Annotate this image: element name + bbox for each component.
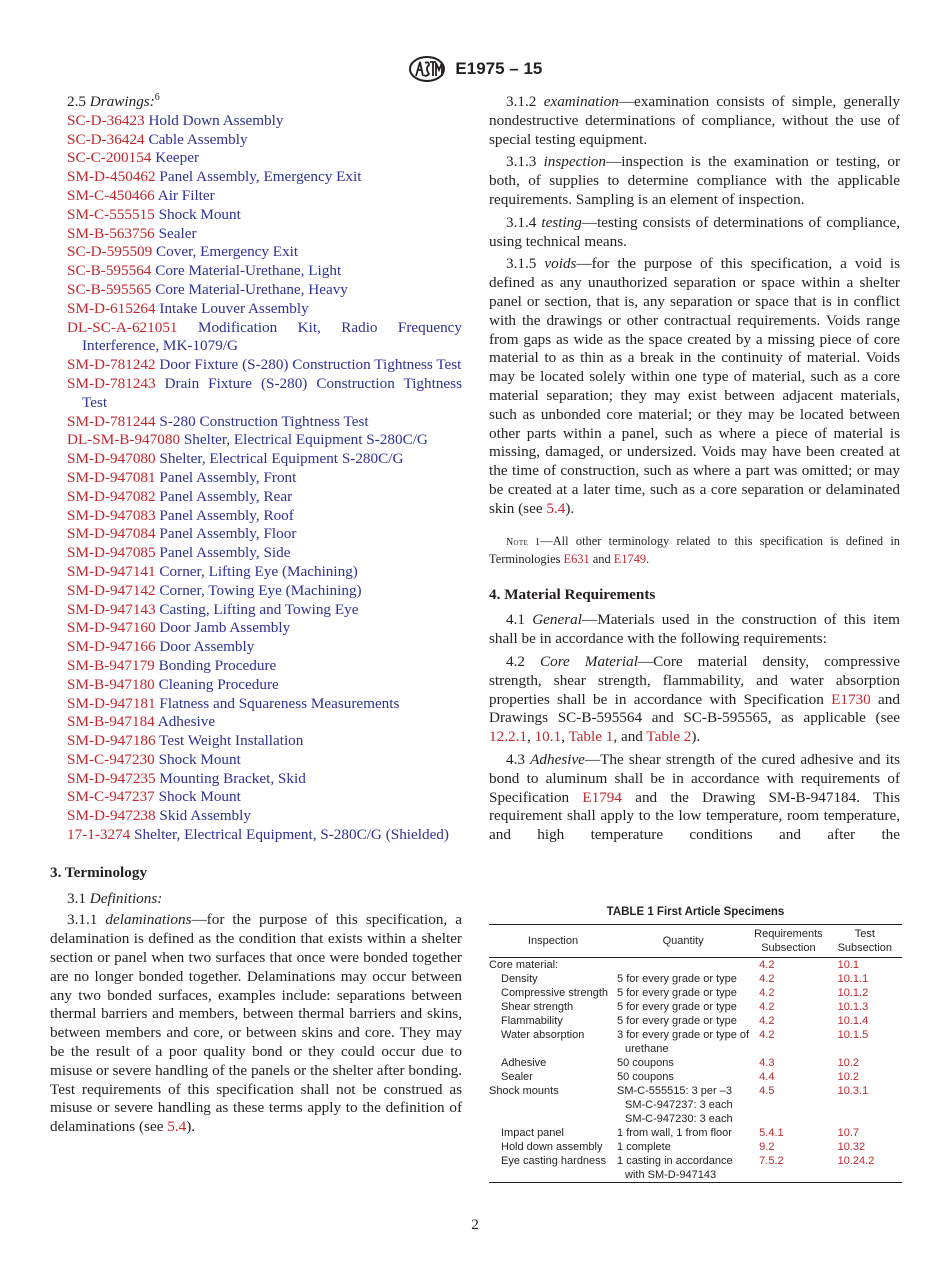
defined-term: Core Material — [539, 652, 638, 670]
body-text: —inspection is the examination or testing, or both, of supplies to determine compliance with the applicable requirements. Sampling is an element of inspection. — [489, 153, 901, 208]
drawing-code[interactable]: DL-SM-B-947080 — [67, 431, 181, 449]
body-text: and Drawings SC-B-595564 and SC-B-595565, as applicable (see — [489, 690, 900, 727]
drawing-title: Panel Assembly, Front — [159, 468, 297, 486]
paragraph — [489, 153, 900, 209]
requirements-subsection-link[interactable]: 4.2 — [759, 987, 775, 999]
body-text: 4.3 — [506, 750, 531, 768]
drawing-list-item — [67, 676, 462, 695]
drawing-title: Cover, Emergency Exit — [156, 243, 299, 261]
paragraph — [489, 93, 900, 149]
drawing-list-item — [67, 713, 462, 732]
drawing-title: Panel Assembly, Floor — [159, 525, 297, 543]
body-text: 3.1.3 — [506, 153, 544, 171]
drawing-code[interactable]: SM-D-781244 — [67, 412, 156, 430]
requirements-subsection-link[interactable]: 4.2 — [759, 959, 775, 971]
page-header — [0, 56, 950, 82]
quantity-cell: SM-C-555515: 3 per –3 SM-C-947237: 3 each SM-C-947230: 3 each — [617, 1085, 733, 1125]
drawing-title: Sealer — [158, 224, 197, 242]
defined-term: testing — [541, 213, 582, 231]
body-text: —All other terminology related to this specification is defined in Terminologies — [489, 533, 900, 566]
body-text: ). — [691, 728, 701, 746]
cross-reference-link[interactable]: E631 — [563, 551, 590, 566]
drawing-title: Panel Assembly, Side — [159, 544, 291, 562]
drawing-code[interactable]: SC-D-36424 — [67, 130, 145, 148]
cross-reference-link[interactable]: 12.2.1 — [489, 728, 527, 746]
table-row — [489, 972, 902, 986]
drawing-title: Air Filter — [157, 186, 215, 204]
body-text: 4.1 — [506, 611, 533, 629]
inspection-cell: Compressive strength — [501, 987, 608, 999]
drawing-code[interactable]: SM-D-947141 — [67, 562, 156, 580]
drawing-title: Flatness and Squareness Measurements — [159, 694, 400, 712]
drawing-list-item — [67, 788, 462, 807]
drawing-title: Bonding Procedure — [158, 656, 277, 674]
drawing-code[interactable]: SM-D-947142 — [67, 581, 156, 599]
drawing-title: Door Assembly — [159, 638, 255, 656]
drawing-title: Door Jamb Assembly — [159, 619, 291, 637]
drawing-title: Corner, Lifting Eye (Machining) — [159, 562, 358, 580]
drawing-list-item — [67, 281, 462, 300]
drawing-code[interactable]: SM-C-947230 — [67, 750, 155, 768]
drawing-code[interactable]: SC-B-595564 — [67, 262, 152, 280]
requirements-subsection-link[interactable]: 4.4 — [759, 1071, 775, 1083]
drawing-list-item — [67, 187, 462, 206]
drawing-list-item — [67, 544, 462, 563]
drawing-code[interactable]: SM-D-450462 — [67, 168, 156, 186]
body-text: —testing consists of determinations of compliance, using technical means. — [489, 213, 900, 250]
drawing-code[interactable]: SM-C-947237 — [67, 788, 155, 806]
requirements-subsection-link[interactable]: 4.5 — [759, 1085, 775, 1097]
table-row — [489, 1154, 902, 1183]
body-text: —Materials used in the construction of this item shall be in accordance with the following requirements: — [489, 611, 900, 648]
drawing-code[interactable]: SM-D-947186 — [67, 732, 156, 750]
drawing-title: Corner, Towing Eye (Machining) — [159, 581, 362, 599]
cross-reference-link[interactable]: Table 1 — [568, 728, 614, 746]
drawing-code[interactable]: SM-D-947081 — [67, 468, 156, 486]
requirements-subsection-link[interactable]: 4.2 — [759, 973, 775, 985]
section-3-heading: 3. Terminology — [50, 863, 148, 881]
quantity-cell: 1 from wall, 1 from floor — [617, 1127, 732, 1139]
body-text: 4.2 — [506, 652, 540, 670]
table-row — [489, 1000, 902, 1014]
body-text: 3.1.4 — [506, 213, 542, 231]
inspection-cell: Impact panel — [501, 1127, 564, 1139]
drawing-list-item — [67, 131, 462, 150]
body-text: ). — [186, 1118, 196, 1136]
section-number: 2.5 — [67, 93, 86, 110]
inspection-cell: Flammability — [501, 1015, 563, 1027]
inspection-cell: Shock mounts — [489, 1085, 559, 1097]
drawing-code[interactable]: SM-D-947166 — [67, 638, 156, 656]
cross-reference-link[interactable]: E1730 — [831, 690, 871, 708]
body-text: 3.1.1 — [67, 911, 106, 929]
drawing-title: Drain Fixture (S-280) Construction Tightness Test — [82, 374, 462, 411]
drawing-title: Shelter, Electrical Equipment S-280C/G — [159, 450, 404, 468]
table-1 — [489, 905, 902, 1183]
test-subsection-link[interactable]: 10.1 — [837, 959, 860, 971]
cross-reference-link[interactable]: 5.4 — [546, 499, 566, 517]
drawing-code[interactable]: SM-D-947181 — [67, 694, 156, 712]
drawing-title: Mounting Bracket, Skid — [159, 769, 306, 787]
body-text: and — [589, 551, 614, 566]
left-column — [50, 93, 462, 1141]
drawing-code[interactable]: SM-D-947143 — [67, 600, 156, 618]
quantity-cell: 50 coupons — [617, 1071, 674, 1083]
table-header-row — [489, 925, 902, 958]
drawing-list-item — [67, 375, 462, 413]
inspection-cell: Eye casting hardness — [501, 1155, 607, 1167]
requirements-subsection-link[interactable]: 5.4.1 — [759, 1127, 784, 1139]
column-header: Inspection — [527, 935, 579, 947]
drawing-list-item — [67, 300, 462, 319]
defined-term: delaminations — [105, 911, 192, 929]
drawing-list-item — [67, 826, 462, 845]
section-label: Definitions: — [89, 889, 163, 907]
drawing-list-item — [67, 657, 462, 676]
drawing-list-item — [67, 206, 462, 225]
note-1 — [489, 533, 900, 567]
drawing-list-item — [67, 469, 462, 488]
test-subsection-link[interactable]: 10.24.2 — [837, 1155, 875, 1167]
table-row — [489, 1070, 902, 1084]
cross-reference-link[interactable]: Table 2 — [646, 728, 692, 746]
drawing-code[interactable]: SM-B-947184 — [67, 713, 155, 731]
requirements-subsection-link[interactable]: 4.2 — [759, 1029, 775, 1041]
drawing-title: Shock Mount — [158, 750, 241, 768]
drawing-list-item — [67, 695, 462, 714]
drawing-list-item — [67, 563, 462, 582]
drawing-title: Panel Assembly, Rear — [159, 487, 293, 505]
cross-reference-link[interactable]: E1749 — [613, 551, 647, 566]
drawing-list-item — [67, 168, 462, 187]
test-subsection-link[interactable]: 10.1.3 — [837, 1001, 869, 1013]
drawing-code[interactable]: SM-D-947238 — [67, 807, 156, 825]
drawing-list-item — [67, 507, 462, 526]
cross-reference-link[interactable]: E1794 — [582, 788, 622, 806]
drawing-code[interactable]: SM-C-450466 — [67, 186, 155, 204]
drawing-list-item — [67, 601, 462, 620]
body-text: . — [646, 551, 650, 566]
test-subsection-link[interactable]: 10.2 — [837, 1071, 860, 1083]
drawing-list-item — [67, 807, 462, 826]
test-subsection-link[interactable]: 10.1.4 — [837, 1015, 869, 1027]
defined-term: General — [532, 611, 582, 629]
body-text: 3.1.2 — [506, 93, 544, 110]
drawing-title: S-280 Construction Tightness Test — [159, 412, 369, 430]
table-row — [489, 1028, 902, 1056]
page-number: 2 — [471, 1216, 479, 1233]
drawing-code[interactable]: SM-B-947179 — [67, 656, 155, 674]
drawing-title: Shelter, Electrical Equipment, S-280C/G (Shielded) — [134, 826, 449, 844]
drawing-title: Shelter, Electrical Equipment S-280C/G — [183, 431, 428, 449]
drawing-code[interactable]: SM-D-947080 — [67, 450, 156, 468]
footnote-marker: 6 — [154, 91, 160, 103]
column-header: Requirements Subsection — [754, 928, 823, 954]
quantity-cell: 50 coupons — [617, 1057, 674, 1069]
drawing-title: Shock Mount — [158, 205, 241, 223]
paragraph — [489, 611, 900, 649]
drawing-code[interactable]: SM-D-615264 — [67, 299, 156, 317]
test-subsection-link[interactable]: 10.2 — [837, 1057, 860, 1069]
cross-reference-link[interactable]: 10.1 — [534, 728, 562, 746]
body-text: , — [561, 728, 569, 746]
body-text: ). — [565, 499, 575, 517]
inspection-cell: Adhesive — [501, 1057, 547, 1069]
drawing-list-item — [67, 149, 462, 168]
test-subsection-link[interactable]: 10.1.1 — [837, 973, 869, 985]
cross-reference-link[interactable]: 5.4 — [167, 1118, 187, 1136]
drawing-code[interactable]: SM-D-947085 — [67, 544, 156, 562]
drawing-list-item — [67, 638, 462, 657]
inspection-cell: Sealer — [501, 1071, 533, 1083]
note-label: Note 1 — [506, 536, 541, 548]
drawing-title: Panel Assembly, Emergency Exit — [159, 168, 362, 186]
quantity-cell — [617, 958, 749, 973]
drawing-code[interactable]: SC-D-595509 — [67, 243, 153, 261]
section-number: 3.1 — [67, 889, 86, 907]
first-article-specimens-table — [489, 924, 902, 1183]
test-subsection-link[interactable]: 10.32 — [837, 1141, 866, 1153]
section-label: Drawings: — [89, 93, 155, 110]
inspection-cell: Hold down assembly — [501, 1141, 603, 1153]
requirements-subsection-link[interactable]: 9.2 — [759, 1141, 775, 1153]
drawing-title: Shock Mount — [158, 788, 241, 806]
drawing-list-item — [67, 319, 462, 357]
quantity-cell: 1 casting in accordance with SM-D-947143 — [617, 1155, 733, 1181]
drawing-code[interactable]: 17-1-3274 — [67, 826, 131, 844]
standard-designation: E1975 – 15 — [455, 58, 543, 78]
defined-term: voids — [544, 255, 577, 273]
drawing-code[interactable]: SM-D-947235 — [67, 769, 156, 787]
body-text: 3.1.5 — [506, 255, 545, 273]
requirements-subsection-link[interactable]: 4.3 — [759, 1057, 775, 1069]
drawing-title: Modification Kit, Radio Frequency Interference, MK-1079/G — [82, 318, 463, 355]
table-row — [489, 1084, 902, 1126]
drawing-title: Core Material-Urethane, Heavy — [155, 280, 348, 298]
quantity-cell: 1 complete — [617, 1141, 671, 1153]
paragraph — [489, 751, 900, 845]
drawing-title: Intake Louver Assembly — [159, 299, 309, 317]
column-header: Test Subsection — [837, 928, 893, 954]
drawing-list-item — [67, 751, 462, 770]
drawing-code[interactable]: SM-D-781242 — [67, 356, 156, 374]
paragraph — [489, 255, 900, 518]
drawing-code[interactable]: SM-B-947180 — [67, 675, 155, 693]
inspection-cell: Shear strength — [501, 1001, 574, 1013]
paragraph — [489, 214, 900, 252]
material-requirements-paragraphs — [489, 611, 900, 845]
paragraph — [50, 911, 462, 1137]
drawing-title: Cable Assembly — [148, 130, 248, 148]
drawing-code[interactable]: SC-D-36423 — [67, 111, 145, 129]
drawing-list-item — [67, 732, 462, 751]
body-text: —for the purpose of this specification, a void is defined as any unauthorized separation or space within a shelter panel or section, that is, any separation or space that is in conflict with the drawings or other contractual requirements. Voids range from gaps as wide as the space created by a missing piece of core material to as thin as a break in the continuity of material. Voids may be located solely within one type of material, such as a core material separation; they may exist between adjacent materials, such as unbonded core material; or they may be located between other parts within a panel, such as where a piece of material is missing, damaged, or undersized. Voids may have been created at the time of construction, such as where a part was omitted; or may be created at a later time, such as a core separation or delaminated skin (see — [489, 255, 901, 517]
body-text: , and — [613, 728, 647, 746]
drawing-list-item — [67, 356, 462, 375]
body-text: —examination consists of simple, generally nondestructive determinations of compliance, without the use of special testing equipment. — [489, 93, 901, 148]
drawing-list-item — [67, 262, 462, 281]
definitions-heading — [50, 890, 462, 909]
drawing-title: Hold Down Assembly — [148, 111, 284, 129]
quantity-cell: 3 for every grade or type of urethane — [617, 1029, 750, 1055]
quantity-cell: 5 for every grade or type — [617, 1015, 737, 1027]
drawing-code[interactable]: SM-D-947082 — [67, 487, 156, 505]
defined-term: inspection — [543, 153, 606, 171]
drawing-title: Core Material-Urethane, Light — [155, 262, 342, 280]
drawings-heading — [50, 93, 462, 112]
table-row — [489, 1056, 902, 1070]
body-text: —The shear strength of the cured adhesive and its bond to aluminum shall be in accordance with requirements of Specification — [489, 750, 900, 806]
left-paragraphs — [50, 911, 462, 1137]
table-row — [489, 958, 902, 973]
drawing-code[interactable]: SM-D-947083 — [67, 506, 156, 524]
table-title: TABLE 1 First Article Specimens — [606, 906, 785, 918]
test-subsection-link[interactable]: 10.1.5 — [837, 1029, 869, 1041]
right-column — [489, 93, 900, 849]
requirements-subsection-link[interactable]: 4.2 — [759, 1001, 775, 1013]
drawing-code[interactable]: SC-C-200154 — [67, 149, 152, 167]
quantity-cell: 5 for every grade or type — [617, 987, 737, 999]
drawing-code[interactable]: SM-B-563756 — [67, 224, 155, 242]
drawing-code[interactable]: SC-B-595565 — [67, 280, 152, 298]
table-row — [489, 1014, 902, 1028]
astm-logo-icon — [408, 56, 446, 82]
drawing-list-item — [67, 770, 462, 789]
defined-term: Adhesive — [530, 750, 585, 768]
drawing-title: Keeper — [155, 149, 200, 167]
inspection-cell: Core material: — [489, 959, 559, 971]
drawing-list-item — [67, 112, 462, 131]
table-row — [489, 1126, 902, 1140]
defined-term: examination — [543, 93, 619, 110]
paragraph — [489, 653, 900, 747]
inspection-cell: Density — [501, 973, 538, 985]
test-subsection-link[interactable]: 10.3.1 — [837, 1085, 869, 1097]
drawing-list-item — [67, 488, 462, 507]
body-text: —Core material density, compressive strength, shear strength, flammability, and water absorption properties shall be in accordance with Specification — [489, 652, 901, 708]
drawing-title: Casting, Lifting and Towing Eye — [159, 600, 359, 618]
drawing-title: Test Weight Installation — [159, 732, 304, 750]
quantity-cell: 5 for every grade or type — [617, 1001, 737, 1013]
drawing-title: Cleaning Procedure — [158, 675, 279, 693]
drawing-list-item — [67, 582, 462, 601]
drawing-list-item — [67, 225, 462, 244]
section-4-heading: 4. Material Requirements — [489, 585, 656, 603]
drawing-code[interactable]: SM-D-781243 — [67, 374, 156, 392]
drawing-list-item — [67, 431, 462, 450]
test-subsection-link[interactable]: 10.7 — [837, 1127, 860, 1139]
table-row — [489, 1140, 902, 1154]
drawing-title: Panel Assembly, Roof — [159, 506, 294, 524]
drawing-code[interactable]: SM-D-947084 — [67, 525, 156, 543]
quantity-cell: 5 for every grade or type — [617, 973, 737, 985]
drawing-list-item — [67, 450, 462, 469]
column-header: Quantity — [662, 935, 704, 947]
body-text: , — [526, 728, 535, 746]
requirements-subsection-link[interactable]: 7.5.2 — [759, 1155, 784, 1167]
table-row — [489, 986, 902, 1000]
test-subsection-link[interactable]: 10.1.2 — [837, 987, 869, 999]
inspection-cell: Water absorption — [501, 1029, 585, 1041]
drawings-list — [67, 112, 462, 845]
drawing-code[interactable]: SM-C-555515 — [67, 205, 155, 223]
requirements-subsection-link[interactable]: 4.2 — [759, 1015, 775, 1027]
body-text: and the Drawing SM-B-947184. This requirement shall apply to the low temperature, room temperature, and high temperature conditions and after the — [489, 788, 900, 844]
drawing-list-item — [67, 619, 462, 638]
drawing-list-item — [67, 525, 462, 544]
drawing-title: Door Fixture (S-280) Construction Tightness Test — [159, 356, 462, 374]
body-text: —for the purpose of this specification, a delamination is defined as the condition that exists within a shelter section or panel when two surfaces that once were bonded together are no longer bonded together. Delaminations may occur between any two bonded surfaces, examples include: separations between thermal barriers and members, between thermal barriers and skins, between members and core, or between skins and core. They may be the result of a poor quality bond or they could occur due to misuse or severe handling of the panels or the shelter after bonding. Test requirements of this specification shall not be construed as misuse or severe handling as these terms apply to the definition of delaminations (see — [50, 911, 462, 1136]
drawing-title: Skid Assembly — [159, 807, 251, 825]
drawing-code[interactable]: DL-SC-A-621051 — [67, 318, 178, 336]
drawing-list-item — [67, 413, 462, 432]
drawing-code[interactable]: SM-D-947160 — [67, 619, 156, 637]
right-paragraphs — [489, 93, 900, 519]
drawing-title: Adhesive — [157, 713, 216, 731]
drawing-list-item — [67, 243, 462, 262]
